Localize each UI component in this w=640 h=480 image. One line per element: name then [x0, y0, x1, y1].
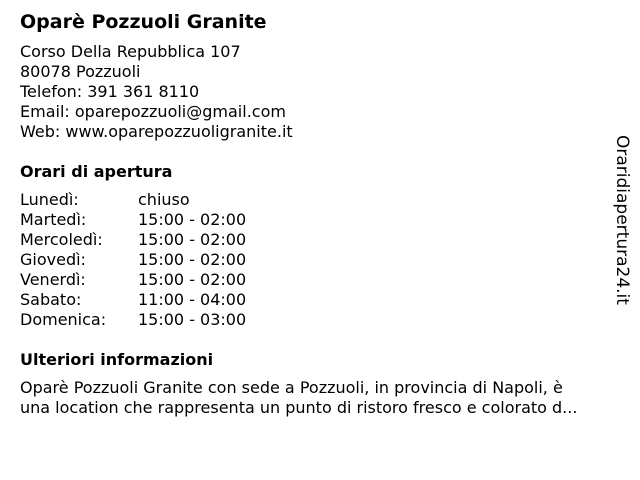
business-name: Oparè Pozzuoli Granite [20, 11, 267, 33]
more-info-text [20, 378, 630, 418]
website-text: Web: www.oparepozzuoligranite.it [20, 122, 293, 141]
more-info-line: una location che rappresenta un punto di ristoro fresco e colorato d... [20, 398, 578, 417]
hours-day: Lunedì: [20, 190, 79, 209]
hours-day: Martedì: [20, 210, 87, 229]
hours-row [20, 310, 600, 330]
address-street: Corso Della Repubblica 107 [20, 42, 241, 61]
hours-time: 15:00 - 03:00 [138, 310, 247, 329]
phone-text: Telefon: 391 361 8110 [20, 82, 200, 101]
opening-hours-heading: Orari di apertura [20, 162, 173, 181]
hours-day: Mercoledì: [20, 230, 103, 249]
hours-row [20, 290, 600, 310]
hours-row [20, 230, 600, 250]
hours-day: Giovedì: [20, 250, 86, 269]
hours-time: 15:00 - 02:00 [138, 250, 247, 269]
hours-time: 11:00 - 04:00 [138, 290, 247, 309]
address-city: 80078 Pozzuoli [20, 62, 141, 81]
more-info-heading: Ulteriori informazioni [20, 350, 214, 369]
email-text: Email: oparepozzuoli@gmail.com [20, 102, 286, 121]
hours-time: 15:00 - 02:00 [138, 230, 247, 249]
hours-time: 15:00 - 02:00 [138, 210, 247, 229]
hours-day: Venerdì: [20, 270, 86, 289]
hours-time: chiuso [138, 190, 190, 209]
hours-row [20, 190, 600, 210]
hours-row [20, 270, 600, 290]
more-info-line: Oparè Pozzuoli Granite con sede a Pozzuoli, in provincia di Napoli, è [20, 378, 563, 397]
business-card [20, 10, 600, 418]
opening-hours-table [20, 190, 600, 330]
hours-day: Domenica: [20, 310, 107, 329]
hours-day: Sabato: [20, 290, 82, 309]
site-watermark: Oraridiapertura24.it [612, 135, 632, 305]
hours-row [20, 210, 600, 230]
contact-block [20, 42, 600, 142]
hours-row [20, 250, 600, 270]
hours-time: 15:00 - 02:00 [138, 270, 247, 289]
